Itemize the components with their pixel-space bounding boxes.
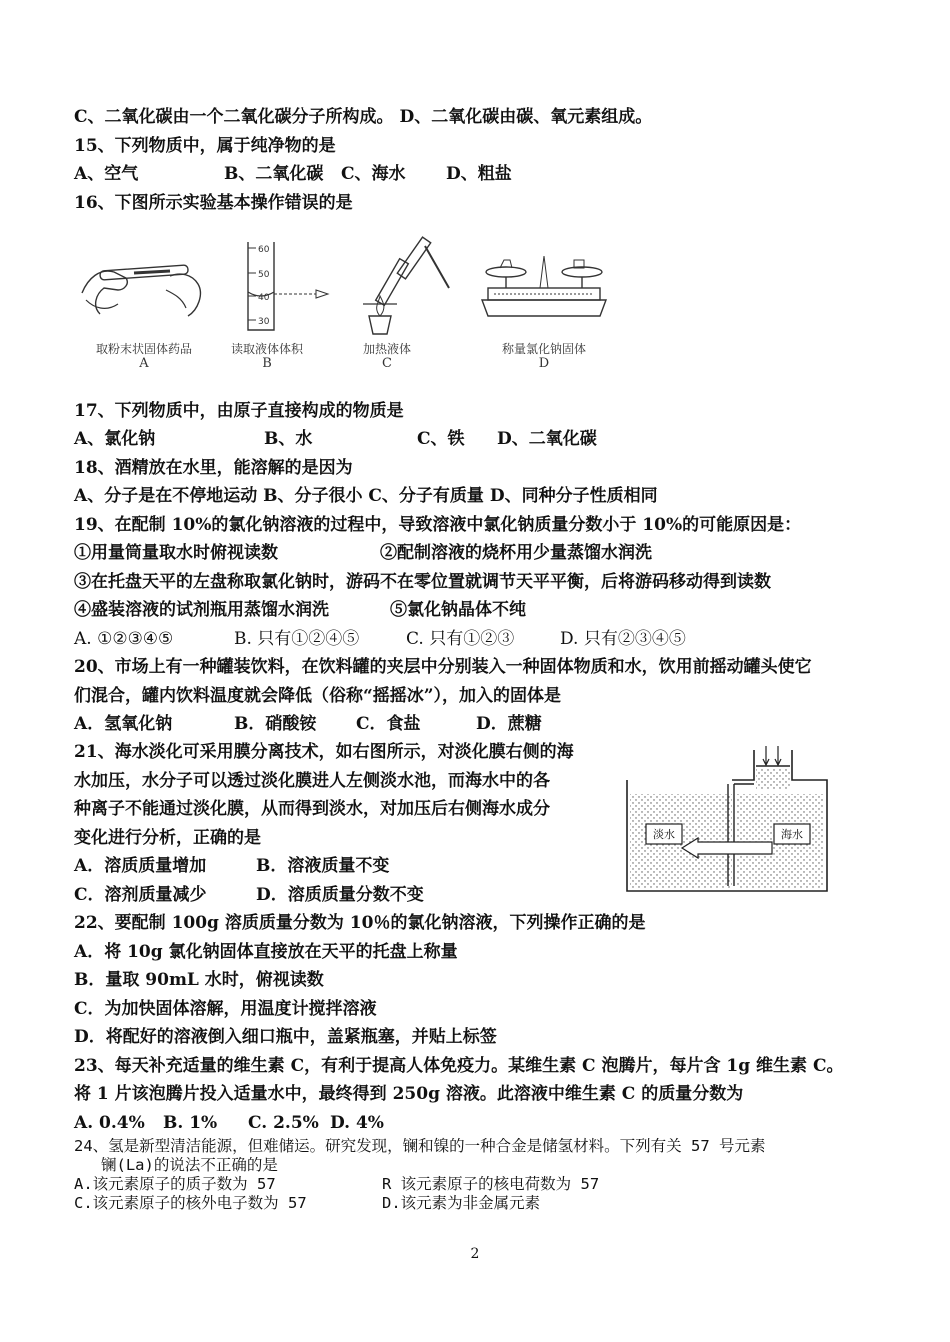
q20-option-b: B．硝酸铵 [234, 714, 317, 734]
q19-reason-4: ④盛装溶液的试剂瓶用蒸馏水润洗 [74, 600, 329, 620]
q23-options [74, 1112, 384, 1134]
q22-option-c: C．为加快固体溶解，用温度计搅拌溶液 [74, 999, 377, 1019]
q21-stem-4: 变化进行分析，正确的是 [74, 828, 261, 848]
q20-option-d: D．蔗糖 [476, 714, 542, 734]
q24-option-c: C.该元素原子的核外电子数为 57 [74, 1194, 307, 1212]
page-number: 2 [470, 1246, 480, 1262]
q23-option-c: C. 2.5% [248, 1113, 319, 1133]
q18-stem: 18、酒精放在水里，能溶解的是因为 [74, 458, 353, 478]
q19-reason-1: ①用量筒量取水时俯视读数 [74, 543, 278, 563]
q24-options-2 [74, 1192, 540, 1214]
q16-stem: 16、下图所示实验基本操作错误的是 [74, 193, 353, 213]
q23-option-b: B. 1% [163, 1113, 218, 1133]
q22-stem: 22、要配制 100g 溶质质量分数为 10％的氯化钠溶液，下列操作正确的是 [74, 913, 646, 933]
caption-d: 称量氯化钠固体 [501, 342, 586, 356]
cylinder-tick-50: 50 [258, 270, 270, 280]
q21-option-b: B．溶液质量不变 [256, 856, 390, 876]
q19-reason-3: ③在托盘天平的左盘称取氯化钠时，游码不在零位置就调节天平平衡，后将游码移动得到读数 [74, 572, 771, 592]
q20-options [74, 713, 542, 735]
q21-stem-1: 21、海水淡化可采用膜分离技术，如右图所示，对淡化膜右侧的海 [74, 742, 574, 762]
q15-option-d: D、粗盐 [446, 164, 512, 184]
q17-options [74, 428, 597, 450]
q19-option-a: A. ①②③④⑤ [74, 629, 174, 649]
letter-c: C [382, 356, 392, 371]
sea-water-label: 海水 [781, 828, 803, 841]
q20-stem-2: 们混合，罐内饮料温度就会降低（俗称“摇摇冰”），加入的固体是 [74, 686, 562, 706]
q21-option-a: A．溶质质量增加 [74, 856, 207, 876]
q15-option-a: A、空气 [74, 164, 139, 184]
q24-stem-1: 24、氢是新型清洁能源，但难储运。研究发现，镧和镍的一种合金是储氢材料。下列有关 57 号元素 [74, 1137, 766, 1155]
desalination-figure [622, 744, 832, 894]
fresh-water-label: 淡水 [653, 828, 675, 841]
q17-option-a: A、氯化钠 [74, 429, 156, 449]
cylinder-tick-60: 60 [258, 245, 270, 255]
cylinder-tick-40: 40 [258, 293, 270, 303]
q16-figure [74, 238, 614, 378]
graduated-cylinder-drawing [234, 238, 344, 338]
q15-option-b: B、二氧化碳 [224, 164, 324, 184]
q24-option-a: A.该元素原子的质子数为 57 [74, 1175, 276, 1193]
q21-option-d: D．溶质质量分数不变 [256, 885, 424, 905]
q15-option-c: C、海水 [341, 164, 406, 184]
q20-option-c: C．食盐 [356, 714, 421, 734]
q18-options: A、分子是在不停地运动 B、分子很小 C、分子有质量 D、同种分子性质相同 [74, 486, 658, 506]
q17-option-b: B、水 [264, 429, 313, 449]
q22-option-a: A．将 10g 氯化钠固体直接放在天平的托盘上称量 [74, 942, 458, 962]
q21-options-1 [74, 855, 389, 877]
q15-stem: 15、下列物质中，属于纯净物的是 [74, 136, 336, 156]
q19-options [74, 628, 686, 650]
caption-c: 加热液体 [362, 342, 411, 356]
q19-reasons-2 [74, 599, 526, 621]
q23-option-d: D. 4% [330, 1113, 384, 1133]
q17-option-c: C、铁 [417, 429, 465, 449]
q19-reason-2: ②配制溶液的烧杯用少量蒸馏水润洗 [380, 543, 652, 563]
q15-options [74, 163, 512, 185]
cylinder-tick-30: 30 [258, 317, 270, 327]
q22-option-d: D．将配好的溶液倒入细口瓶中，盖紧瓶塞，并贴上标签 [74, 1027, 497, 1047]
q21-stem-2: 水加压，水分子可以透过淡化膜进人左侧淡水池，而海水中的各 [74, 771, 550, 791]
q14-option-line: C、二氧化碳由一个二氧化碳分子所构成。 D、二氧化碳由碳、氧元素组成。 [74, 107, 653, 127]
q24-option-d: D.该元素为非金属元素 [382, 1194, 541, 1212]
letter-a: A [139, 356, 149, 371]
letter-b: B [262, 356, 272, 371]
letter-d: D [538, 356, 550, 371]
q19-reasons-1 [74, 542, 652, 564]
q19-option-b: B. 只有①②④⑤ [234, 629, 360, 649]
q19-stem: 19、在配制 10%的氯化钠溶液的过程中，导致溶液中氯化钠质量分数小于 10%的可能原因是： [74, 515, 802, 535]
caption-b: 读取液体体积 [230, 342, 303, 356]
q19-option-d: D. 只有②③④⑤ [560, 629, 686, 649]
q19-option-c: C. 只有①②③ [406, 629, 515, 649]
q21-options-2 [74, 884, 424, 906]
q23-stem-1: 23、每天补充适量的维生素 C，有利于提高人体免疫力。某维生素 C 泡腾片，每片含 1g 维生素 C。 [74, 1056, 844, 1076]
q23-option-a: A. 0.4% [74, 1113, 145, 1133]
q17-option-d: D、二氧化碳 [497, 429, 597, 449]
q20-option-a: A．氢氧化钠 [74, 714, 173, 734]
balance-drawing [474, 242, 614, 338]
hands-test-tube-drawing [74, 238, 214, 338]
heating-liquid-drawing [349, 232, 469, 342]
q24-option-b: R 该元素原子的核电荷数为 57 [382, 1175, 600, 1193]
caption-a: 取粉末状固体药品 [95, 342, 192, 356]
q21-stem-3: 种离子不能通过淡化膜，从而得到淡水，对加压后右侧海水成分 [74, 799, 550, 819]
q19-reason-5: ⑤氯化钠晶体不纯 [390, 600, 526, 620]
q24-stem-2: 镧(La)的说法不正确的是 [101, 1156, 278, 1174]
q23-stem-2: 将 1 片该泡腾片投入适量水中，最终得到 250g 溶液。此溶液中维生素 C 的质量分数为 [74, 1084, 744, 1104]
q17-stem: 17、下列物质中，由原子直接构成的物质是 [74, 401, 404, 421]
q20-stem-1: 20、市场上有一种罐装饮料，在饮料罐的夹层中分别装入一种固体物质和水，饮用前摇动罐头使它 [74, 657, 812, 677]
q21-option-c: C．溶剂质量减少 [74, 885, 207, 905]
q22-option-b: B．量取 90mL 水时，俯视读数 [74, 970, 324, 990]
